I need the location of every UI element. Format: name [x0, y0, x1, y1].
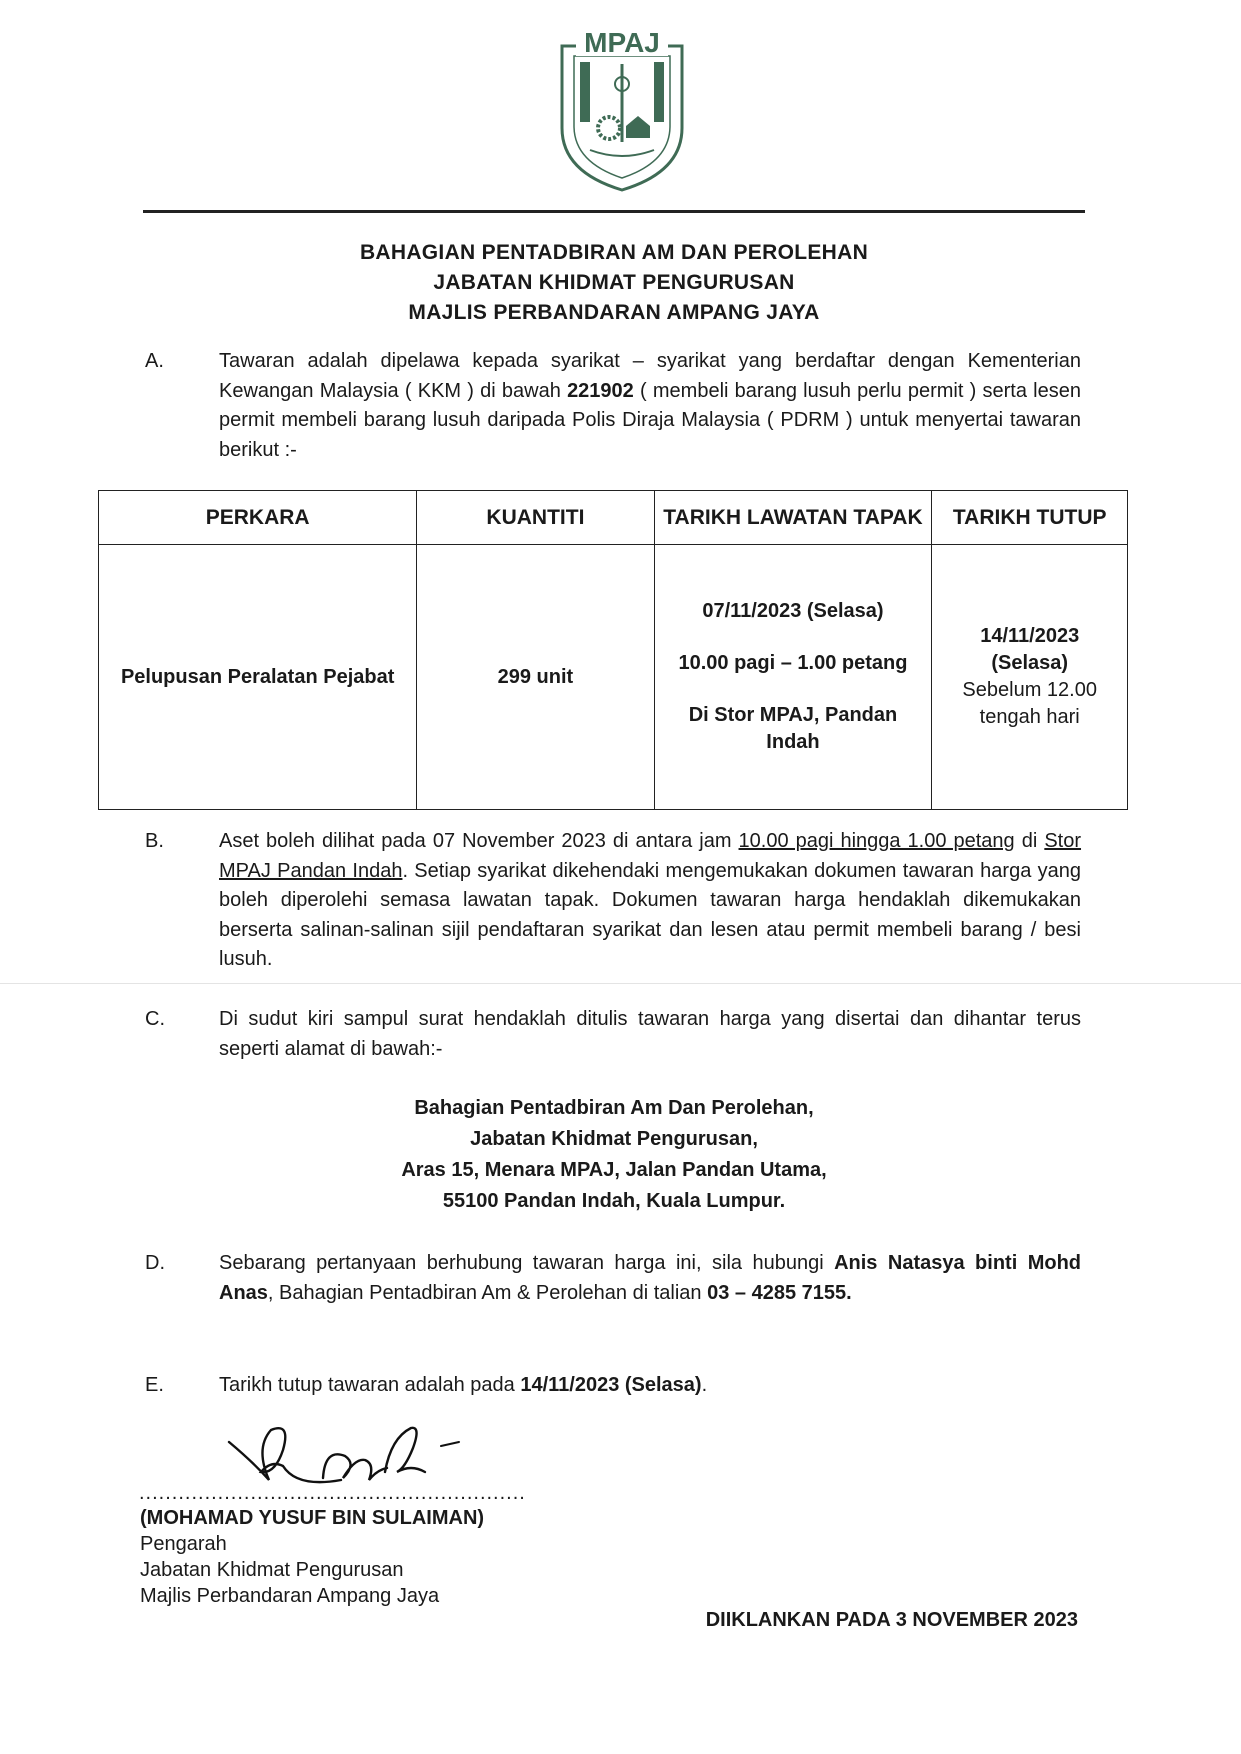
header-line-1: BAHAGIAN PENTADBIRAN AM DAN PEROLEHAN — [359, 241, 869, 264]
header-line-2: JABATAN KHIDMAT PENGURUSAN — [433, 271, 795, 294]
signer-title: Pengarah — [140, 1533, 227, 1555]
section-d-phone: 03 – 4285 7155. — [707, 1281, 852, 1304]
address-line-2: Jabatan Khidmat Pengurusan, — [470, 1128, 758, 1150]
table-header-tarikh-lawatan: TARIKH LAWATAN TAPAK — [654, 491, 932, 545]
section-d-text-1: Sebarang pertanyaan berhubung tawaran harga ini, sila hubungi — [219, 1252, 835, 1274]
signer-org: Majlis Perbandaran Ampang Jaya — [140, 1585, 440, 1607]
section-b-text-2: di — [1014, 830, 1045, 852]
close-date: 14/11/2023 — [980, 625, 1080, 647]
scan-fold-line — [0, 983, 1241, 984]
advertised-date: DIIKLANKAN PADA 3 NOVEMBER 2023 — [705, 1609, 1078, 1631]
header-rule — [143, 210, 1085, 213]
visit-place: Di Stor MPAJ, Pandan Indah — [688, 704, 898, 753]
signer-dept: Jabatan Khidmat Pengurusan — [140, 1559, 404, 1581]
section-c-text: Di sudut kiri sampul surat hendaklah ditulis tawaran harga yang disertai dan dihantar terus seperti alamat di bawah:- — [219, 1008, 1081, 1060]
section-b-marker: B. — [145, 830, 164, 852]
section-d-text — [219, 1249, 1081, 1308]
close-note: Sebelum 12.00 tengah hari — [962, 679, 1097, 728]
section-e-text — [219, 1371, 1081, 1401]
mpaj-logo — [554, 22, 690, 194]
section-b-text-3: . Setiap syarikat dikehendaki mengemukakan dokumen tawaran harga yang boleh diperolehi semasa lawatan tapak. Dokumen tawaran harga hendaklah dikemukakan berserta salinan-salinan sijil pendaftaran syarikat dan lesen atau permit membeli barang / besi lusuh. — [219, 859, 1081, 970]
table-header-tarikh-tutup: TARIKH TUTUP — [932, 491, 1128, 545]
offer-table — [98, 490, 1128, 810]
signature-line: ........................................................... — [139, 1483, 526, 1503]
address-block — [143, 1093, 1085, 1217]
section-a-text-1: Tawaran adalah dipelawa kepada syarikat – syarikat yang berdaftar dengan Kementerian Kewangan Malaysia ( KKM ) di bawah — [219, 350, 1081, 402]
section-b-time: 10.00 pagi hingga 1.00 petang — [738, 830, 1015, 852]
section-e-date: 14/11/2023 (Selasa) — [520, 1374, 702, 1396]
section-d-contact: Anis Natasya binti Mohd Anas — [219, 1252, 1082, 1304]
section-b-text-1: Aset boleh dilihat pada 07 November 2023 di antara jam — [219, 830, 739, 852]
close-day: (Selasa) — [991, 652, 1069, 674]
section-d-text-2: , Bahagian Pentadbiran Am & Perolehan di talian — [267, 1281, 708, 1304]
cell-quantity: 299 unit — [417, 545, 654, 810]
signer-block — [140, 1505, 484, 1609]
address-line-4: 55100 Pandan Indah, Kuala Lumpur. — [442, 1190, 786, 1212]
section-a-text-2: ( membeli barang lusuh perlu permit ) serta lesen permit membeli barang lusuh daripada Polis Diraja Malaysia ( PDRM ) untuk menyertai tawaran berikut :- — [219, 379, 1081, 461]
section-e-marker: E. — [145, 1374, 164, 1396]
header-line-3: MAJLIS PERBANDARAN AMPANG JAYA — [408, 301, 820, 324]
address-line-3: Aras 15, Menara MPAJ, Jalan Pandan Utama, — [401, 1159, 827, 1181]
visit-date: 07/11/2023 (Selasa) — [702, 600, 884, 622]
table-row — [99, 545, 1128, 810]
cell-visit — [654, 545, 932, 810]
section-e-text-2: . — [701, 1374, 708, 1396]
table-header-kuantiti: KUANTITI — [417, 491, 654, 545]
table-header-perkara: PERKARA — [99, 491, 417, 545]
section-b-text — [219, 827, 1081, 975]
section-e-text-1: Tarikh tutup tawaran adalah pada — [219, 1374, 521, 1396]
address-line-1: Bahagian Pentadbiran Am Dan Perolehan, — [414, 1097, 814, 1119]
cell-item: Pelupusan Peralatan Pejabat — [99, 545, 417, 810]
section-c-marker: C. — [145, 1008, 165, 1030]
cell-close — [932, 545, 1128, 810]
section-a-text — [219, 347, 1081, 465]
section-d-marker: D. — [145, 1252, 165, 1274]
table-header-row — [99, 491, 1128, 545]
section-b-place: Stor MPAJ Pandan Indah — [219, 830, 1082, 882]
signer-name: (MOHAMAD YUSUF BIN SULAIMAN) — [140, 1507, 485, 1529]
section-a-marker: A. — [145, 350, 164, 372]
visit-time: 10.00 pagi – 1.00 petang — [678, 652, 908, 674]
section-a-code: 221902 — [567, 379, 634, 402]
svg-text:MPAJ: MPAJ — [584, 27, 660, 58]
